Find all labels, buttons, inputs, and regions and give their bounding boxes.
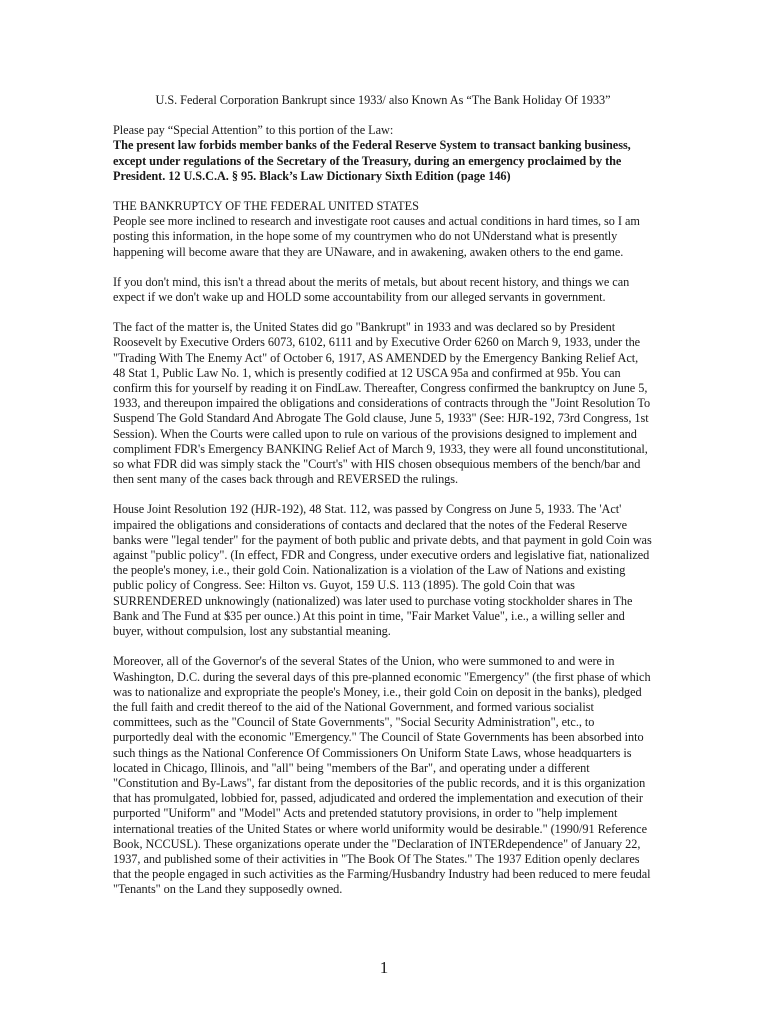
document-title: U.S. Federal Corporation Bankrupt since 1933/ also Known As “The Bank Holiday Of 1933”	[155, 93, 611, 107]
paragraph-5: Moreover, all of the Governor's of the several States of the Union, who were summoned to and were in Washington, D.C. during the several days of this pre-planned economic "Emergency" (the first phase of which was to nationalize and expropriate the people's Money, i.e., their gold Coin on deposit in the banks), pledged the full faith and credit thereof to the aid of the National Government, and formed various socialist committees, such as the "Council of State Governments", "Social Security Administration", etc., to purportedly deal with the economic "Emergency." The Council of State Governments has been absorbed into such things as the National Conference Of Commissioners On Uniform State Laws, whose headquarters is located in Chicago, Illinois, and "all" being "members of the Bar", and operating under a different "Constitution and By-Laws", far distant from the depositories of the public records, and it is this organization that has promulgated, lobbied for, passed, adjudicated and ordered the implementation and execution of their purported "Uniform" and "Model" Acts and pretended statutory provisions, in order to "help implement international treaties of the United States or where world uniformity would be desirable." (1990/91 Reference Book, NCCUSL). These organizations operate under the "Declaration of INTERdependence" of January 22, 1937, and published some of their activities in "The Book Of The States." The 1937 Edition openly declares that the people engaged in such activities as the Farming/Husbandry Industry had been reduced to mere feudal "Tenants" on the Land they supposedly owned.	[113, 654, 651, 897]
notice-intro: Please pay “Special Attention” to this portion of the Law:	[113, 123, 394, 138]
paragraph-1: People see more inclined to research and investigate root causes and actual conditions in hard times, so I am posting this information, in the hope some of my countrymen who do not UNderstand what is presently happening will become aware that they are UNaware, and in awakening, awaken others to the end game.	[113, 214, 640, 259]
section-heading: THE BANKRUPTCY OF THE FEDERAL UNITED STATES	[113, 199, 419, 214]
page-number: 1	[379, 958, 389, 977]
paragraph-3: The fact of the matter is, the United States did go "Bankrupt" in 1933 and was declared so by President Roosevelt by Executive Orders 6073, 6102, 6111 and by Executive Order 6260 on March 9, 1933, under the "Trading With The Enemy Act" of October 6, 1917, AS AMENDED by the Emergency Banking Relief Act, 48 Stat 1, Public Law No. 1, which is presently codified at 12 USCA 95a and confirmed at 95b. You can confirm this for yourself by reading it on FindLaw. Thereafter, Congress confirmed the bankruptcy on June 5, 1933, and thereupon impaired the obligations and considerations of contracts through the "Joint Resolution To Suspend The Gold Standard And Abrogate The Gold clause, June 5, 1933" (See: HJR-192, 73rd Congress, 1st Session). When the Courts were called upon to rule on various of the provisions designed to implement and compliment FDR's Emergency BANKING Relief Act of March 9, 1933, they were all found unconstitutional, so what FDR did was simply stack the "Court's" with HIS chosen obsequious members of the bench/bar and then sent many of the cases back through and REVERSED the rulings.	[113, 320, 651, 487]
notice-block	[113, 123, 653, 184]
paragraph-4: House Joint Resolution 192 (HJR-192), 48 Stat. 112, was passed by Congress on June 5, 1933. The 'Act' impaired the obligations and considerations of contacts and declared that the notes of the Federal Reserve banks were "legal tender" for the payment of both public and private debts, and that payment in gold Coin was against "public policy". (In effect, FDR and Congress, under executive orders and legislative fiat, nationalized the people's money, i.e., their gold Coin. Nationalization is a violation of the Law of Nations and existing public policy of Congress. See: Hilton vs. Guyot, 159 U.S. 113 (1895). The gold Coin that was SURRENDERED unknowingly (nationalized) was later used to purchase voting stockholder shares in The Bank and The Fund at $35 per ounce.) At this point in time, "Fair Market Value", i.e., a willing seller and buyer, without compulsion, lost any substantial meaning.	[113, 502, 652, 639]
document-body	[113, 93, 653, 898]
paragraph-2: If you don't mind, this isn't a thread about the merits of metals, but about recent history, and things we can expect if we don't wake up and HOLD some accountability from our alleged servants in government.	[113, 274, 630, 305]
notice-bold-text: The present law forbids member banks of the Federal Reserve System to transact banking business, except under regulations of the Secretary of the Treasury, during an emergency proclaimed by the President. 12 U.S.C.A. § 95. Black’s Law Dictionary Sixth Edition (page 146)	[113, 138, 631, 183]
